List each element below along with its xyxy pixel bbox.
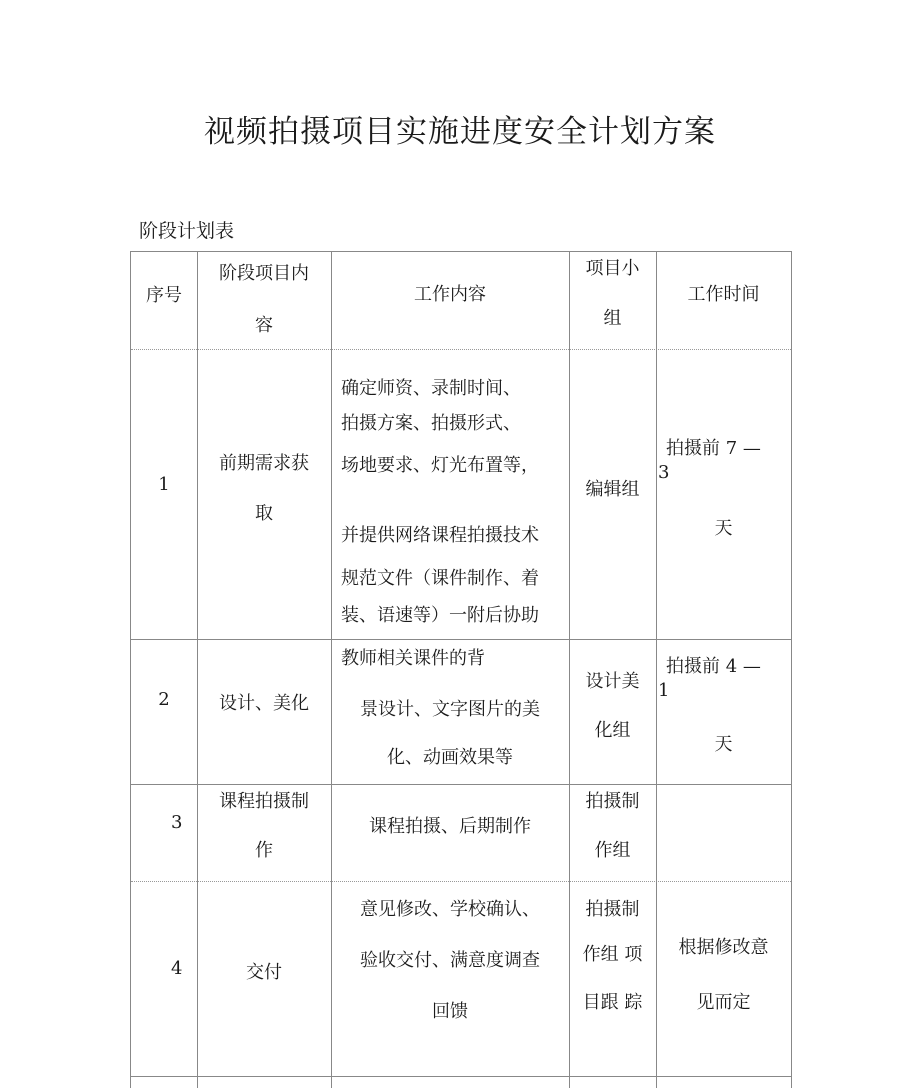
stage-plan-table <box>130 251 792 1088</box>
row-content-line: 场地要求、灯光布置等， <box>341 455 539 476</box>
row-content-line: 教师相关课件的背 <box>341 648 485 669</box>
row-time-line: 见而定 <box>696 992 751 1013</box>
row-4 <box>131 881 791 1076</box>
row-group-line: 拍摄制 <box>585 899 640 920</box>
row-content-line: 验收交付、满意度调查 <box>360 950 540 971</box>
row-1 <box>131 349 791 639</box>
row-group-line: 编辑组 <box>585 479 640 500</box>
row-no: 1 <box>158 474 170 495</box>
row-group-line: 目跟 踪 <box>582 992 643 1013</box>
row-content-line: 规范文件（课件制作、着 <box>341 568 539 589</box>
document-title: 视频拍摄项目实施进度安全计划方案 <box>204 114 716 150</box>
row-no: 2 <box>158 689 170 710</box>
row-2 <box>131 639 791 784</box>
row-content-line: 装、语速等）一附后协助 <box>341 605 539 626</box>
row-phase-line: 前期需求获 <box>219 453 309 474</box>
header-content-text: 工作内容 <box>414 284 486 305</box>
row-time-line: 天 <box>714 518 733 539</box>
row-phase-line: 交付 <box>246 962 282 983</box>
row-phase-line: 取 <box>255 503 273 524</box>
row-time-line: 3 <box>658 462 670 483</box>
row-no: 4 <box>171 958 183 979</box>
row-content-line: 回馈 <box>432 1001 468 1022</box>
row-time-line: 1 <box>658 680 670 701</box>
header-time-text: 工作时间 <box>687 284 760 305</box>
header-group-line: 组 <box>603 308 622 329</box>
row-content-line: 化、动画效果等 <box>387 747 513 768</box>
row-group-line: 化组 <box>594 720 631 741</box>
header-group <box>569 251 656 349</box>
row-content-line: 确定师资、录制时间、 <box>341 378 521 399</box>
row-content-line: 景设计、文字图片的美 <box>360 699 540 720</box>
row-time-line: 天 <box>714 734 733 755</box>
row-no: 3 <box>171 812 183 833</box>
row-phase-line: 作 <box>255 840 273 861</box>
row-group-line: 设计美 <box>585 671 640 692</box>
header-no <box>131 251 197 349</box>
row-content-line: 意见修改、学校确认、 <box>360 899 540 920</box>
row-group-line: 作组 项 <box>582 944 643 965</box>
row-time-line: 拍摄前 4 — <box>666 656 761 677</box>
row-3 <box>131 784 791 881</box>
header-no-text: 序号 <box>146 285 182 306</box>
header-time <box>656 251 791 349</box>
row-time-line: 根据修改意 <box>678 937 769 958</box>
row-phase-line: 课程拍摄制 <box>219 791 309 812</box>
header-phase-line: 阶段项目内 <box>219 263 309 284</box>
row-group-line: 拍摄制 <box>585 791 640 812</box>
row-content-line: 拍摄方案、拍摄形式、 <box>341 413 521 434</box>
header-phase-line: 容 <box>255 315 273 336</box>
header-phase <box>197 251 331 349</box>
header-group-line: 项目小 <box>585 258 640 279</box>
row-divider <box>131 1076 791 1077</box>
row-group-line: 作组 <box>594 840 631 861</box>
header-content <box>331 251 569 349</box>
table-caption: 阶段计划表 <box>139 220 235 242</box>
row-time-line: 拍摄前 7 — <box>666 438 761 459</box>
row-content-line: 并提供网络课程拍摄技术 <box>341 525 539 546</box>
row-content-line: 课程拍摄、后期制作 <box>369 816 531 837</box>
row-phase-line: 设计、美化 <box>219 693 309 714</box>
